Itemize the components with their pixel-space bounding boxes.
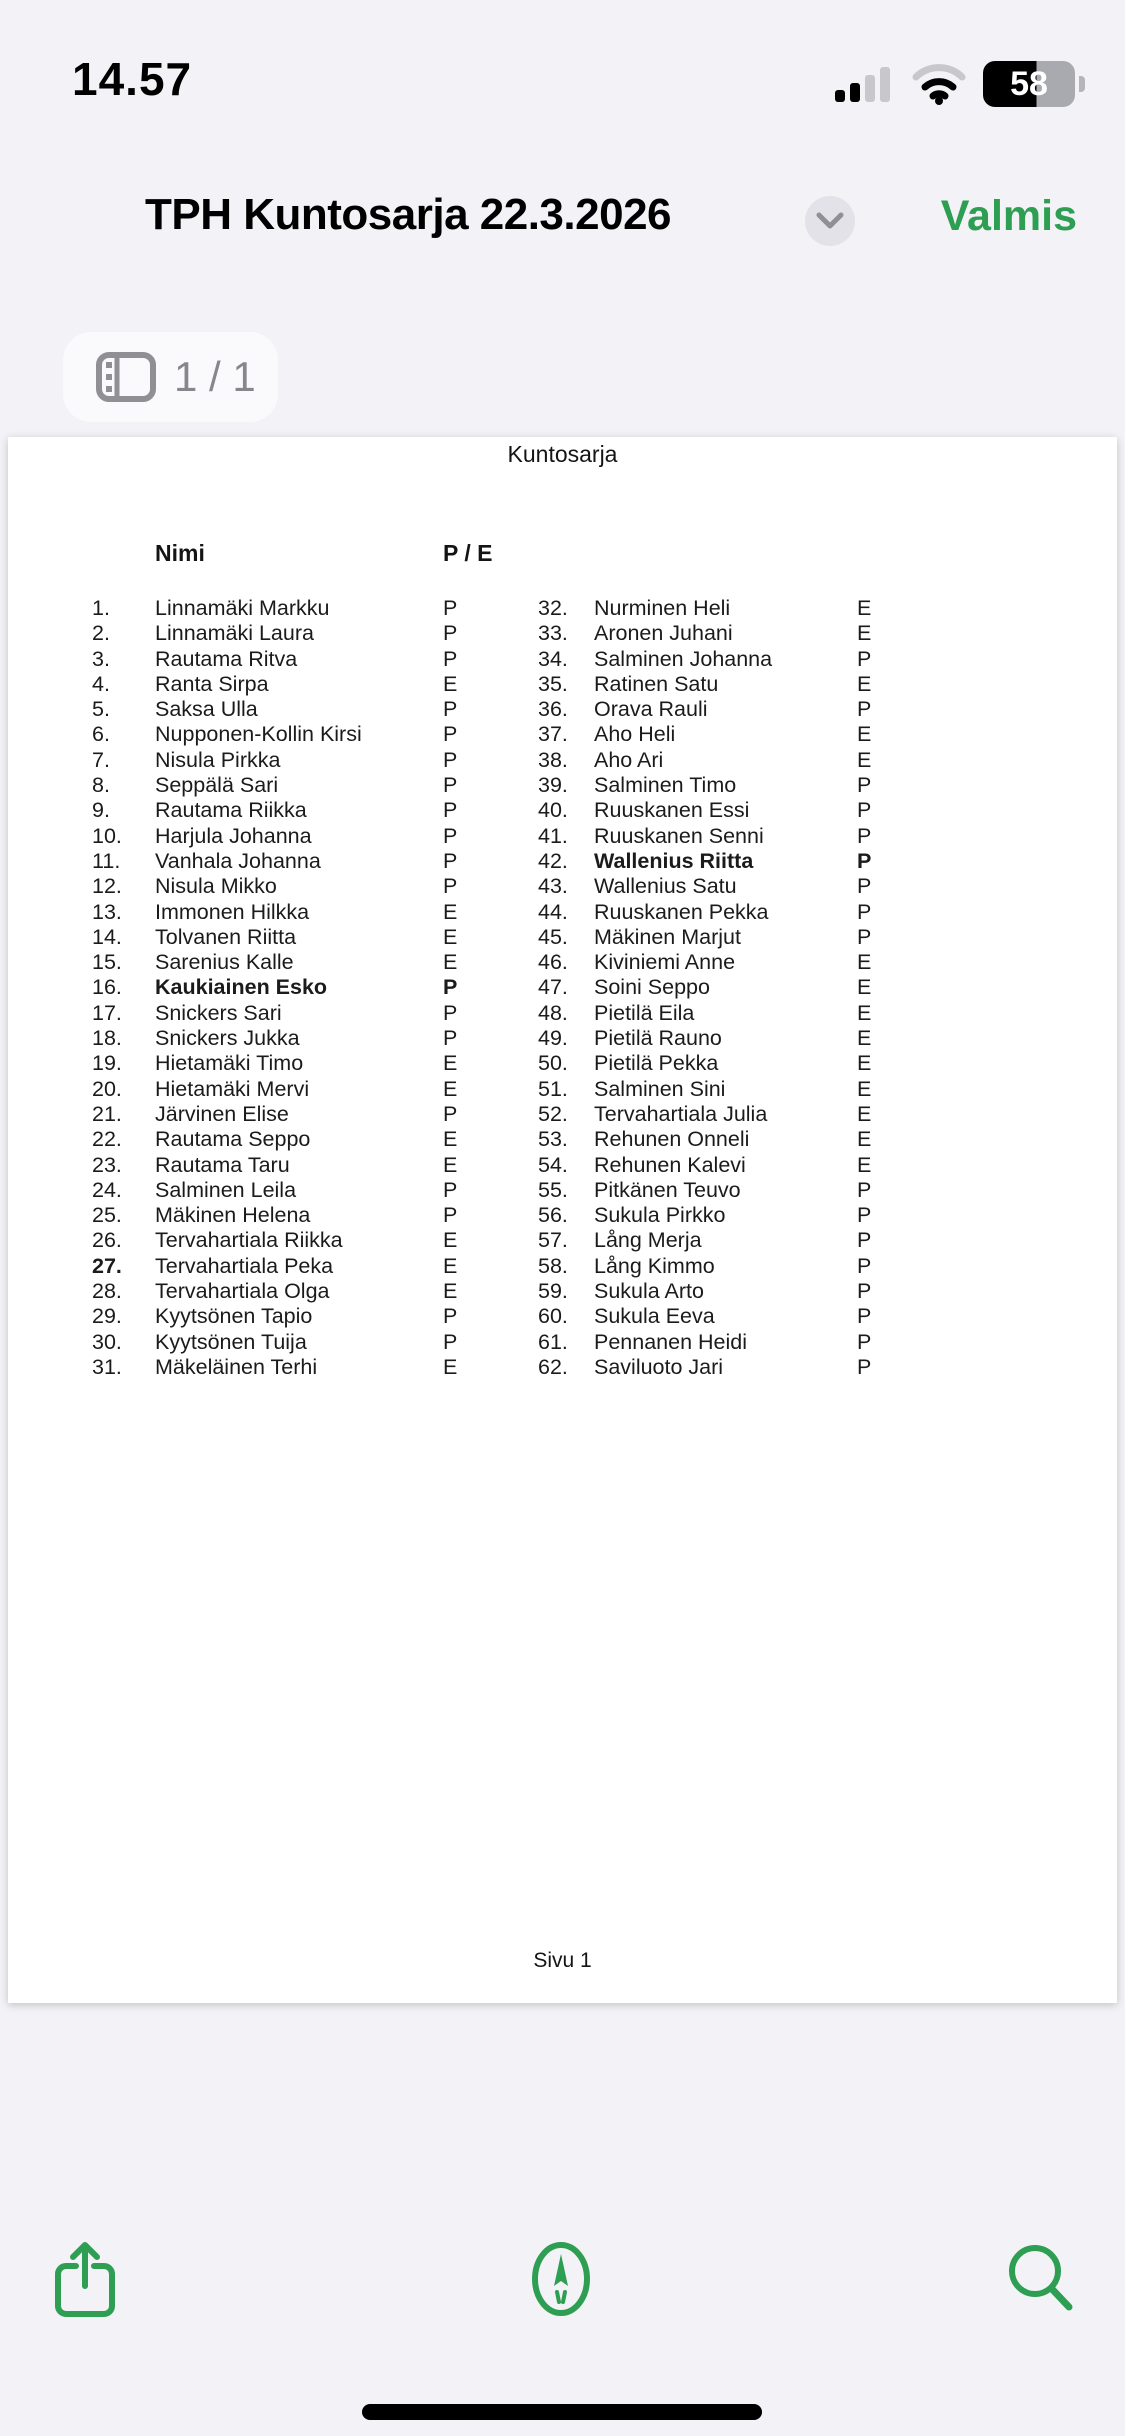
entry-name: Pennanen Heidi — [594, 1329, 748, 1354]
entry-number: 57. — [538, 1228, 568, 1253]
entry-name: Sukula Eeva — [594, 1304, 715, 1329]
entry-number: 46. — [538, 950, 568, 975]
entry-name: Wallenius Satu — [594, 874, 737, 899]
entry-status: E — [443, 1127, 458, 1152]
entry-name: Mäkinen Helena — [155, 1203, 311, 1228]
document-title[interactable]: TPH Kuntosarja 22.3.2026 — [145, 190, 672, 239]
entry-name: Linnamäki Laura — [155, 621, 314, 646]
list-item — [538, 849, 978, 874]
share-icon — [52, 2240, 118, 2318]
list-item — [538, 1127, 978, 1152]
list-item — [538, 975, 978, 1000]
entry-status: E — [443, 1354, 458, 1379]
entry-name: Immonen Hilkka — [155, 899, 310, 924]
list-item — [92, 647, 532, 672]
page-count-label: 1 / 1 — [174, 353, 256, 400]
list-item — [538, 596, 978, 621]
page-footer: Sivu 1 — [533, 1949, 592, 1972]
entry-status: E — [857, 950, 872, 975]
list-item — [538, 1102, 978, 1127]
markup-icon — [528, 2240, 594, 2318]
list-item — [92, 1304, 532, 1329]
entry-number: 8. — [92, 773, 110, 798]
list-item — [92, 849, 532, 874]
entry-name: Kiviniemi Anne — [594, 950, 736, 975]
status-icons — [833, 62, 1085, 106]
entry-number: 60. — [538, 1304, 568, 1329]
list-item — [92, 925, 532, 950]
entry-number: 21. — [92, 1101, 122, 1126]
entry-number: 5. — [92, 697, 110, 722]
entry-status: E — [857, 747, 872, 772]
entry-name: Harjula Johanna — [155, 823, 312, 848]
entry-number: 34. — [538, 646, 568, 671]
entry-number: 4. — [92, 671, 110, 696]
name-list-right — [538, 596, 978, 1380]
entry-number: 16. — [92, 975, 122, 1000]
entry-number: 13. — [92, 899, 122, 924]
list-item — [538, 1304, 978, 1329]
entry-number: 40. — [538, 798, 568, 823]
entry-name: Ratinen Satu — [594, 671, 719, 696]
entry-number: 62. — [538, 1354, 568, 1379]
list-item — [538, 950, 978, 975]
entry-status: P — [443, 823, 458, 848]
list-item — [538, 1355, 978, 1380]
entry-number: 39. — [538, 773, 568, 798]
entry-name: Tervahartiala Peka — [155, 1253, 334, 1278]
entry-name: Salminen Timo — [594, 773, 737, 798]
list-item — [92, 1203, 532, 1228]
entry-status: P — [443, 1177, 458, 1202]
list-item — [92, 798, 532, 823]
entry-status: E — [857, 1000, 872, 1025]
entry-number: 45. — [538, 924, 568, 949]
entry-name: Rautama Riikka — [155, 798, 307, 823]
entry-status: P — [443, 722, 458, 747]
entry-number: 38. — [538, 747, 568, 772]
entry-status: E — [857, 671, 872, 696]
entry-name: Pietilä Pekka — [594, 1051, 719, 1076]
page-indicator[interactable] — [63, 332, 278, 422]
entry-number: 61. — [538, 1329, 568, 1354]
entry-name: Nisula Mikko — [155, 874, 277, 899]
list-item — [92, 1127, 532, 1152]
entry-number: 48. — [538, 1000, 568, 1025]
list-item — [92, 621, 532, 646]
entry-name: Snickers Jukka — [155, 1026, 300, 1051]
entry-number: 10. — [92, 823, 122, 848]
list-item — [538, 1203, 978, 1228]
entry-name: Kaukiainen Esko — [155, 975, 328, 1000]
entry-name: Kyytsönen Tapio — [155, 1304, 313, 1329]
list-item — [92, 596, 532, 621]
list-item — [92, 874, 532, 899]
entry-number: 32. — [538, 596, 568, 620]
entry-name: Nisula Pirkka — [155, 747, 281, 772]
list-item — [538, 824, 978, 849]
list-item — [92, 1355, 532, 1380]
list-item — [92, 824, 532, 849]
entry-status: P — [443, 747, 458, 772]
entry-status: P — [443, 1329, 458, 1354]
entry-number: 44. — [538, 899, 568, 924]
markup-button[interactable] — [528, 2240, 594, 2321]
search-button[interactable] — [1006, 2242, 1076, 2317]
entry-number: 31. — [92, 1354, 122, 1379]
list-item — [92, 950, 532, 975]
list-item — [538, 900, 978, 925]
entry-status: P — [857, 823, 872, 848]
entry-number: 12. — [92, 874, 122, 899]
entry-status: P — [443, 697, 458, 722]
entry-number: 9. — [92, 798, 110, 823]
chevron-down-icon — [816, 212, 844, 230]
entry-number: 17. — [92, 1000, 122, 1025]
entry-name: Järvinen Elise — [155, 1101, 289, 1126]
list-item — [92, 722, 532, 747]
entry-name: Mäkinen Marjut — [594, 924, 741, 949]
entry-number: 52. — [538, 1101, 568, 1126]
list-item — [538, 647, 978, 672]
list-item — [538, 773, 978, 798]
entry-number: 41. — [538, 823, 568, 848]
entry-status: P — [857, 697, 872, 722]
entry-status: P — [443, 1026, 458, 1051]
entry-status: P — [857, 1253, 872, 1278]
entry-name: Pietilä Rauno — [594, 1026, 722, 1051]
entry-name: Aho Ari — [594, 747, 664, 772]
entry-status: E — [857, 975, 872, 1000]
entry-number: 26. — [92, 1228, 122, 1253]
list-item — [538, 1077, 978, 1102]
entry-name: Salminen Sini — [594, 1076, 726, 1101]
entry-number: 54. — [538, 1152, 568, 1177]
entry-name: Soini Seppo — [594, 975, 710, 1000]
entry-number: 19. — [92, 1051, 122, 1076]
status-time: 14.57 — [72, 53, 193, 105]
entry-name: Salminen Johanna — [594, 646, 773, 671]
entry-status: E — [857, 1101, 872, 1126]
entry-status: P — [857, 1354, 872, 1379]
entry-number: 53. — [538, 1127, 568, 1152]
entry-name: Snickers Sari — [155, 1000, 282, 1025]
entry-status: E — [443, 1253, 458, 1278]
entry-status: E — [443, 899, 458, 924]
list-item — [538, 925, 978, 950]
entry-status: P — [857, 1329, 872, 1354]
title-menu-button[interactable] — [805, 196, 855, 246]
list-item — [92, 1077, 532, 1102]
list-item — [538, 672, 978, 697]
entry-number: 14. — [92, 924, 122, 949]
entry-status: P — [443, 1000, 458, 1025]
name-list-left — [92, 596, 532, 1380]
list-item — [92, 1026, 532, 1051]
entry-number: 25. — [92, 1203, 122, 1228]
entry-name: Orava Rauli — [594, 697, 708, 722]
list-item — [92, 1153, 532, 1178]
entry-name: Rehunen Onneli — [594, 1127, 750, 1152]
entry-name: Seppälä Sari — [155, 773, 279, 798]
list-item — [538, 621, 978, 646]
entry-status: P — [443, 1101, 458, 1126]
entry-status: E — [857, 1076, 872, 1101]
entry-number: 3. — [92, 646, 110, 671]
list-item — [92, 1001, 532, 1026]
list-item — [92, 672, 532, 697]
list-item — [92, 1254, 532, 1279]
entry-status: P — [857, 646, 872, 671]
entry-name: Lång Merja — [594, 1228, 702, 1253]
list-item — [538, 1051, 978, 1076]
entry-name: Tolvanen Riitta — [155, 924, 297, 949]
pdf-heading: Kuntosarja — [507, 441, 618, 467]
entry-status: E — [443, 1279, 458, 1304]
list-item — [92, 697, 532, 722]
done-button[interactable]: Valmis — [940, 192, 1077, 240]
entry-number: 2. — [92, 621, 110, 646]
entry-number: 47. — [538, 975, 568, 1000]
entry-status: E — [443, 924, 458, 949]
entry-name: Tervahartiala Julia — [594, 1101, 768, 1126]
entry-status: E — [857, 621, 872, 646]
entry-name: Saksa Ulla — [155, 697, 258, 722]
entry-name: Rautama Taru — [155, 1152, 290, 1177]
entry-status: P — [857, 1228, 872, 1253]
column-header-pe: P / E — [443, 540, 493, 566]
entry-name: Pitkänen Teuvo — [594, 1177, 741, 1202]
entry-status: P — [443, 874, 458, 899]
cellular-signal-icon — [833, 64, 895, 104]
entry-status: P — [857, 848, 872, 873]
search-icon — [1006, 2242, 1076, 2314]
entry-number: 37. — [538, 722, 568, 747]
entry-name: Sukula Pirkko — [594, 1203, 726, 1228]
entry-name: Aronen Juhani — [594, 621, 733, 646]
entry-status: E — [857, 722, 872, 747]
entry-number: 29. — [92, 1304, 122, 1329]
entry-name: Rautama Ritva — [155, 646, 298, 671]
entry-number: 51. — [538, 1076, 568, 1101]
entry-status: P — [443, 621, 458, 646]
entry-name: Rautama Seppo — [155, 1127, 311, 1152]
entry-status: P — [857, 1177, 872, 1202]
list-item — [92, 1178, 532, 1203]
entry-number: 55. — [538, 1177, 568, 1202]
entry-name: Rehunen Kalevi — [594, 1152, 746, 1177]
entry-number: 49. — [538, 1026, 568, 1051]
entry-status: P — [443, 848, 458, 873]
entry-status: P — [443, 773, 458, 798]
entry-number: 22. — [92, 1127, 122, 1152]
entry-name: Salminen Leila — [155, 1177, 297, 1202]
entry-status: E — [857, 596, 872, 620]
entry-number: 35. — [538, 671, 568, 696]
entry-number: 7. — [92, 747, 110, 772]
entry-status: P — [443, 1203, 458, 1228]
entry-number: 27. — [92, 1253, 122, 1278]
list-item — [92, 1102, 532, 1127]
entry-name: Linnamäki Markku — [155, 596, 330, 620]
entry-name: Mäkeläinen Terhi — [155, 1354, 318, 1379]
entry-status: P — [857, 924, 872, 949]
entry-name: Kyytsönen Tuija — [155, 1329, 307, 1354]
entry-status: P — [857, 899, 872, 924]
list-item — [538, 874, 978, 899]
entry-name: Sarenius Kalle — [155, 950, 294, 975]
entry-status: E — [443, 1152, 458, 1177]
entry-status: P — [443, 646, 458, 671]
list-item — [538, 798, 978, 823]
entry-name: Ruuskanen Pekka — [594, 899, 769, 924]
entry-number: 43. — [538, 874, 568, 899]
entry-status: E — [443, 1051, 458, 1076]
entry-number: 56. — [538, 1203, 568, 1228]
entry-name: Pietilä Eila — [594, 1000, 695, 1025]
list-item — [92, 1228, 532, 1253]
entry-number: 28. — [92, 1279, 122, 1304]
entry-name: Aho Heli — [594, 722, 676, 747]
list-item — [92, 748, 532, 773]
entry-number: 24. — [92, 1177, 122, 1202]
column-header-name: Nimi — [155, 540, 205, 566]
entry-status: P — [857, 1203, 872, 1228]
battery-nub — [1079, 76, 1085, 92]
battery-percent: 58 — [1010, 64, 1048, 103]
list-item — [92, 900, 532, 925]
list-item — [92, 773, 532, 798]
pdf-page — [8, 437, 1117, 2003]
entry-status: P — [857, 773, 872, 798]
entry-status: P — [443, 975, 458, 1000]
list-item — [538, 722, 978, 747]
entry-name: Ruuskanen Essi — [594, 798, 750, 823]
list-item — [92, 1051, 532, 1076]
entry-name: Nurminen Heli — [594, 596, 731, 620]
entry-number: 42. — [538, 848, 568, 873]
list-item — [538, 1153, 978, 1178]
entry-number: 20. — [92, 1076, 122, 1101]
entry-status: E — [857, 1026, 872, 1051]
entry-status: P — [443, 798, 458, 823]
entry-name: Tervahartiala Olga — [155, 1279, 330, 1304]
list-item — [92, 1330, 532, 1355]
list-item — [538, 1228, 978, 1253]
entry-number: 11. — [92, 848, 121, 873]
battery-icon — [983, 61, 1075, 107]
list-item — [538, 1001, 978, 1026]
entry-status: P — [443, 1304, 458, 1329]
entry-status: E — [443, 1076, 458, 1101]
wifi-icon — [911, 63, 967, 105]
entry-number: 58. — [538, 1253, 568, 1278]
entry-number: 18. — [92, 1026, 122, 1051]
entry-status: E — [443, 950, 458, 975]
list-item — [92, 1279, 532, 1304]
entry-status: P — [857, 798, 872, 823]
list-item — [538, 1254, 978, 1279]
entry-number: 30. — [92, 1329, 122, 1354]
list-item — [92, 975, 532, 1000]
entry-status: E — [443, 1228, 458, 1253]
share-button[interactable] — [52, 2240, 118, 2321]
entry-name: Tervahartiala Riikka — [155, 1228, 343, 1253]
entry-name: Sukula Arto — [594, 1279, 704, 1304]
entry-status: E — [857, 1051, 872, 1076]
list-item — [538, 748, 978, 773]
entry-name: Ranta Sirpa — [155, 671, 269, 696]
entry-number: 59. — [538, 1279, 568, 1304]
entry-number: 1. — [92, 596, 110, 620]
entry-status: E — [443, 671, 458, 696]
entry-name: Saviluoto Jari — [594, 1354, 724, 1379]
entry-name: Lång Kimmo — [594, 1253, 715, 1278]
entry-number: 33. — [538, 621, 568, 646]
home-indicator[interactable] — [362, 2404, 762, 2420]
entry-number: 23. — [92, 1152, 122, 1177]
thumbnails-sidebar-icon — [96, 352, 156, 402]
entry-number: 36. — [538, 697, 568, 722]
entry-name: Nupponen-Kollin Kirsi — [155, 722, 362, 747]
entry-status: E — [857, 1127, 872, 1152]
list-item — [538, 1330, 978, 1355]
entry-status: P — [857, 874, 872, 899]
entry-name: Hietamäki Mervi — [155, 1076, 310, 1101]
entry-number: 15. — [92, 950, 122, 975]
entry-number: 50. — [538, 1051, 568, 1076]
list-item — [538, 1178, 978, 1203]
entry-name: Wallenius Riitta — [594, 848, 754, 873]
entry-status: P — [443, 596, 458, 620]
entry-status: E — [857, 1152, 872, 1177]
entry-name: Ruuskanen Senni — [594, 823, 764, 848]
list-item — [538, 1026, 978, 1051]
list-item — [538, 697, 978, 722]
entry-number: 6. — [92, 722, 110, 747]
entry-name: Hietamäki Timo — [155, 1051, 304, 1076]
entry-status: P — [857, 1279, 872, 1304]
list-item — [538, 1279, 978, 1304]
entry-name: Vanhala Johanna — [155, 848, 321, 873]
entry-status: P — [857, 1304, 872, 1329]
